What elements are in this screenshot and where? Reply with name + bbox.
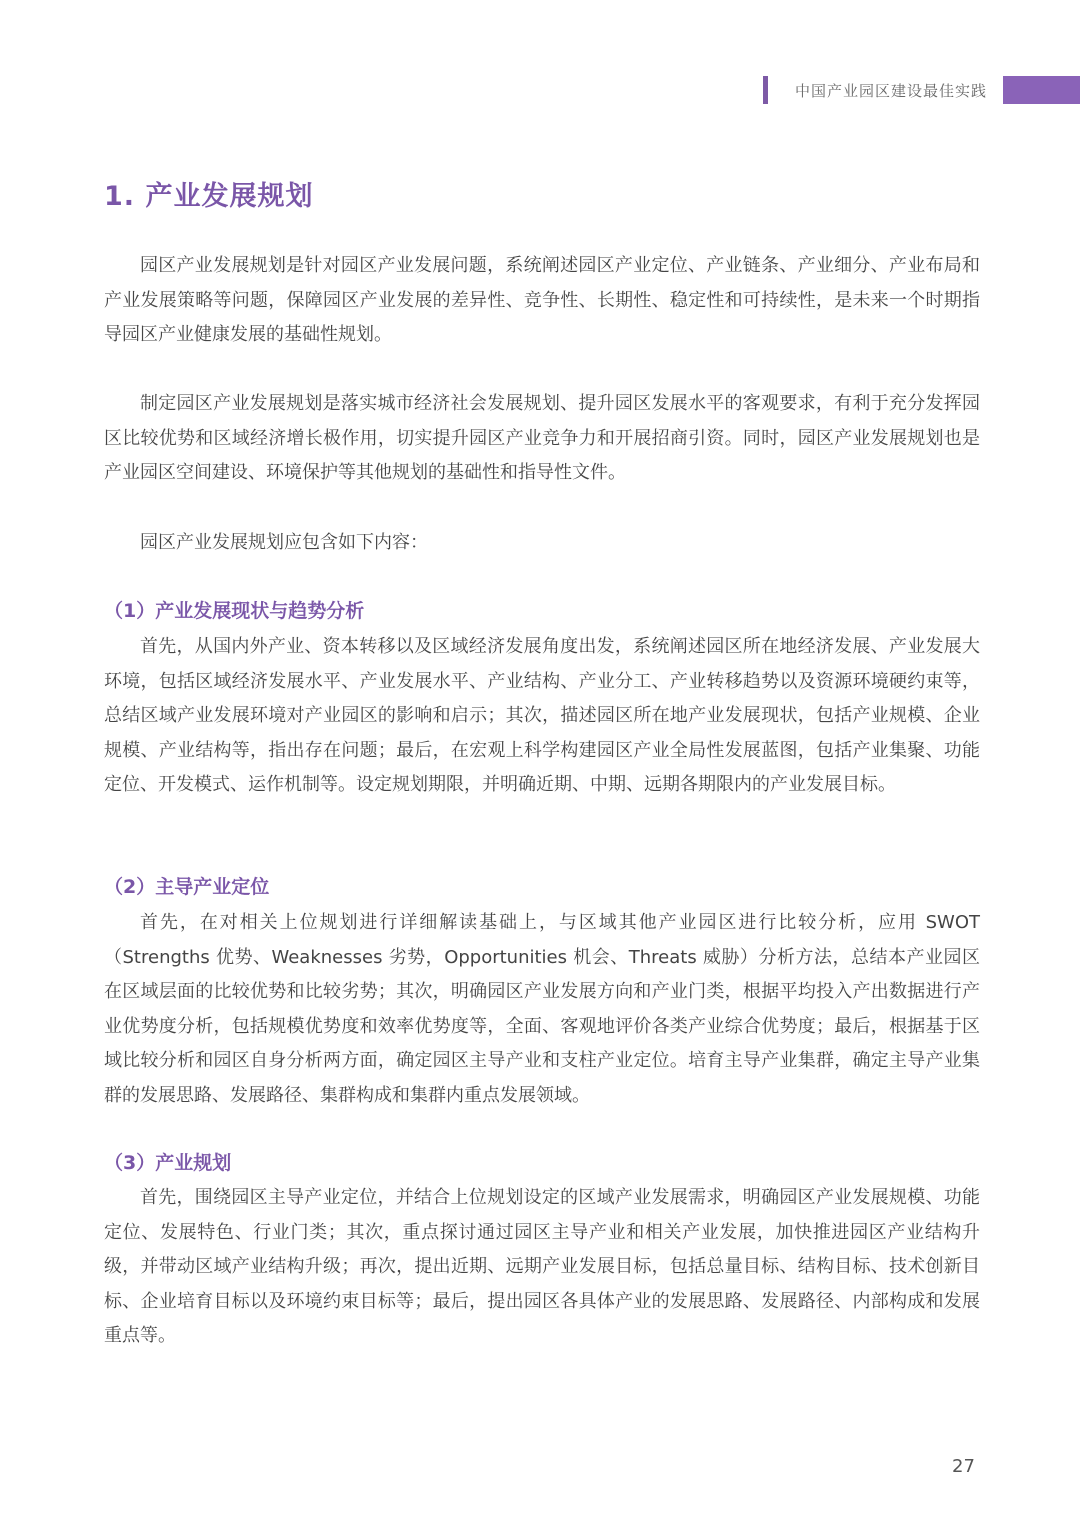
header-accent-bar <box>763 76 768 104</box>
subsection-heading-1: （1）产业发展现状与趋势分析 <box>104 600 365 622</box>
subsection-heading-3: （3）产业规划 <box>104 1152 232 1174</box>
section-title: 1. 产业发展规划 <box>104 181 314 212</box>
intro-paragraph-1: 园区产业发展规划是针对园区产业发展问题，系统阐述园区产业定位、产业链条、产业细分、产业布局和产业发展策略等问题，保障园区产业发展的差异性、竞争性、长期性、稳定性和可持续性，是未来一个时期指导园区产业健康发展的基础性规划。 <box>104 255 980 346</box>
intro-paragraph-2: 制定园区产业发展规划是落实城市经济社会发展规划、提升园区发展水平的客观要求，有利于充分发挥园区比较优势和区域经济增长极作用，切实提升园区产业竞争力和开展招商引资。同时，园区产业发展规划也是产业园区空间建设、环境保护等其他规划的基础性和指导性文件。 <box>104 393 980 484</box>
subsection-paragraph-3: 首先，围绕园区主导产业定位，并结合上位规划设定的区域产业发展需求，明确园区产业发展规模、功能定位、发展特色、行业门类；其次，重点探讨通过园区主导产业和相关产业发展，加快推进园区产业结构升级，并带动区域产业结构升级；再次，提出近期、远期产业发展目标，包括总量目标、结构目标、技术创新目标、企业培育目标以及环境约束目标等；最后，提出园区各具体产业的发展思路、发展路径、内部构成和发展重点等。 <box>104 1187 980 1347</box>
subsection-paragraph-1: 首先，从国内外产业、资本转移以及区域经济发展角度出发，系统阐述园区所在地经济发展、产业发展大环境，包括区域经济发展水平、产业发展水平、产业结构、产业分工、产业转移趋势以及资源环境硬约束等，总结区域产业发展环境对产业园区的影响和启示；其次，描述园区所在地产业发展现状，包括产业规模、企业规模、产业结构等，指出存在问题；最后，在宏观上科学构建园区产业全局性发展蓝图，包括产业集聚、功能定位、开发模式、运作机制等。设定规划期限，并明确近期、中期、远期各期限内的产业发展目标。 <box>104 636 980 796</box>
page-number: 27 <box>952 1456 975 1477</box>
subsection-paragraph-2: 首先，在对相关上位规划进行详细解读基础上，与区域其他产业园区进行比较分析，应用 SWOT（Strengths 优势、Weaknesses 劣势，Opportunities 机会、Threats 威胁）分析方法，总结本产业园区在区域层面的比较优势和比较劣势；其次，明确园区产业发展方向和产业门类，根据平均投入产出数据进行产业优势度分析，包括规模优势度和效率优势度等，全面、客观地评价各类产业综合优势度；最后，根据基于区域比较分析和园区自身分析两方面，确定园区主导产业和支柱产业定位。培育主导产业集群，确定主导产业集群的发展思路、发展路径、集群构成和集群内重点发展领域。 <box>104 912 980 1106</box>
subsection-heading-2: （2）主导产业定位 <box>104 876 270 898</box>
running-header-title: 中国产业园区建设最佳实践 <box>795 82 988 100</box>
header-accent-block <box>1003 76 1080 104</box>
intro-paragraph-3: 园区产业发展规划应包含如下内容： <box>140 532 428 553</box>
